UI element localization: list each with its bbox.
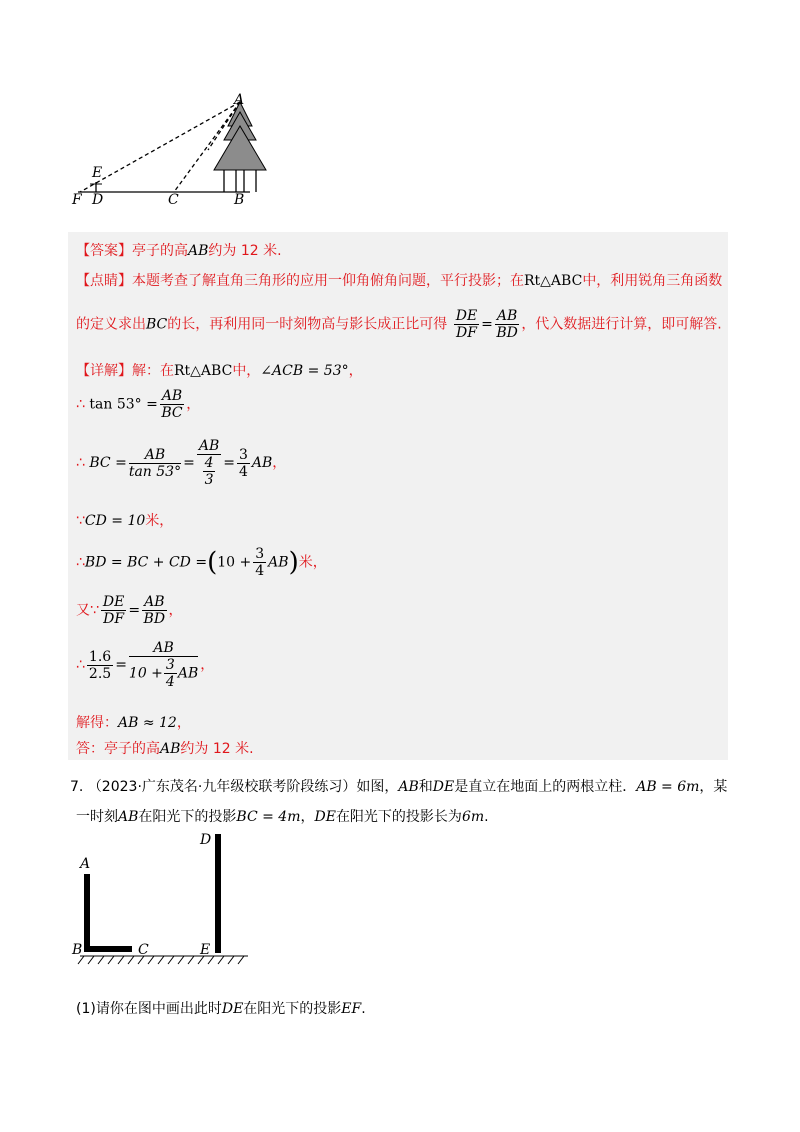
fig1-label-c: C (168, 192, 179, 208)
step-7: 解得：AB ≈ 12， (76, 715, 191, 731)
fig1-label-a: A (234, 92, 245, 108)
step-2: ∴ BC = $\frac{AB}{\tan 53^\circ}$ = $\frac{AB}{\frac{4}{3}}$ = $\frac{3}{4}$ AB， (76, 438, 287, 488)
question-7-line-1: 7. （2023·广东茂名·九年级校联考阶段练习）如图，AB和DE是直立在地面上的两根立柱．AB = 6m，某 (70, 779, 728, 795)
figure-two-posts (70, 826, 260, 971)
step-6: ∴ $\frac{1.6}{2.5}$ = AB 10 + $\frac{3}{4}$ AB ， (76, 640, 215, 690)
fig1-label-b: B (234, 192, 245, 208)
step-4: ∴BD = BC + CD =(10 + $\frac{3}{4}$ AB)米， (76, 546, 327, 579)
answer-line: 【答案】亭子的高AB约为 12 米. (76, 243, 282, 259)
dianjing-line-1: 【点睛】本题考查了解直角三角形的应用一仰角俯角问题，平行投影；在Rt△ABC中，利用锐角三角函数 (76, 273, 723, 289)
fig2-label-c: C (138, 942, 149, 958)
step-3: ∵CD = 10米， (76, 513, 174, 529)
fig1-label-f: F (72, 192, 82, 208)
question-7-line-2: 一时刻AB在阳光下的投影BC = 4m，DE在阳光下的投影长为6m. (76, 809, 489, 825)
dashed-line-af (80, 102, 240, 192)
pavilion-bottom (214, 126, 266, 170)
sub-question-1: (1)请你在图中画出此时DE在阳光下的投影EF. (76, 1001, 366, 1017)
step-8: 答：亭子的高AB约为 12 米. (76, 741, 254, 757)
step-5: 又∵ $\frac{DE}{DF}$ = $\frac{AB}{BD}$ ， (76, 594, 183, 627)
fig1-label-e: E (92, 165, 103, 181)
fig2-label-e: E (200, 942, 211, 958)
dianjing-line-2: 的定义求出BC的长，再利用同一时刻物高与影长成正比可得 $\frac{DE}{DF}$ = $\frac{AB}{BD}$ ，代入数据进行计算，即可解答. (76, 308, 722, 341)
ground-hatch (78, 956, 244, 964)
fig2-label-d: D (200, 832, 212, 848)
fig1-label-d: D (92, 192, 104, 208)
xiangjie-line: 【详解】解：在Rt△ABC中，∠ACB = 53°， (76, 363, 363, 379)
fig2-label-b: B (72, 942, 83, 958)
fig2-label-a: A (80, 856, 91, 872)
step-1: ∴ tan 53° = $\frac{AB}{BC}$ ， (76, 388, 201, 421)
